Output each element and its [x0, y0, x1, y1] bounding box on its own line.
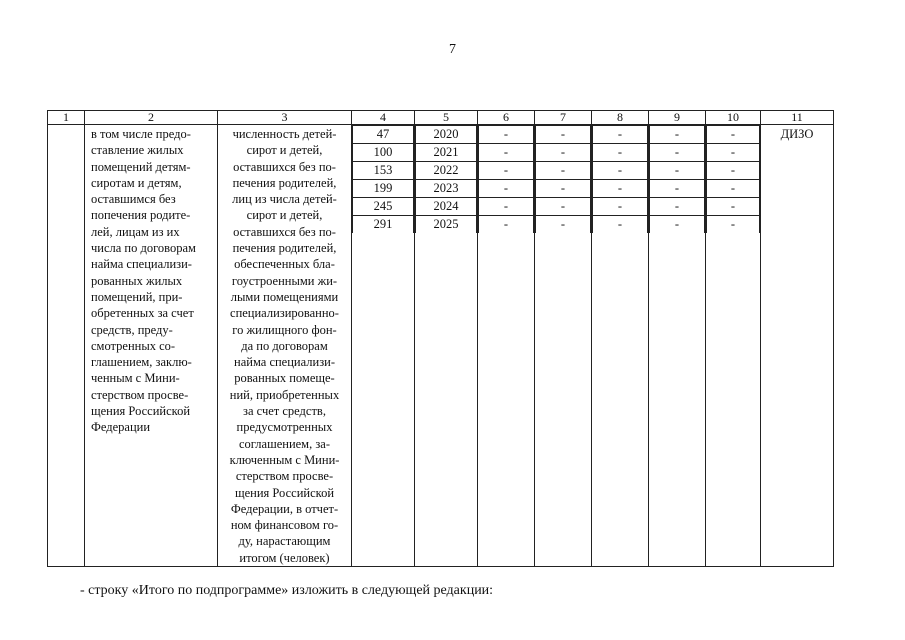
col6-cell: [478, 125, 535, 567]
text-line: оставшимся без: [91, 192, 176, 207]
text-line: помещений, при-: [91, 289, 183, 304]
value-entry: -: [707, 162, 760, 180]
value-entry: 2021: [416, 144, 477, 162]
text-line: печения родителей,: [232, 175, 337, 190]
text-line: гоустроенными жи-: [231, 273, 338, 288]
text-line: обеспеченных бла-: [234, 257, 335, 272]
table-row: [48, 125, 834, 567]
value-entry: 2024: [416, 198, 477, 216]
value-entry: -: [707, 144, 760, 162]
text-line: за счет средств,: [243, 404, 326, 419]
value-entry: 153: [353, 162, 414, 180]
header-cell-5: 5: [415, 111, 478, 125]
value-entry: -: [536, 198, 591, 216]
text-line: смотренных со-: [91, 338, 176, 353]
value-entry: -: [536, 162, 591, 180]
header-row: [48, 111, 834, 125]
value-entry: 291: [353, 216, 414, 234]
year-values: [649, 125, 705, 233]
value-entry: -: [650, 216, 705, 234]
text-line: стерством просве-: [235, 469, 334, 484]
header-cell-10: 10: [706, 111, 761, 125]
text-line: средств, преду-: [91, 322, 173, 337]
value-entry: -: [593, 198, 648, 216]
value-cell: [352, 125, 415, 567]
value-entry: -: [479, 162, 534, 180]
year-cell: [415, 125, 478, 567]
header-cell-1: 1: [48, 111, 85, 125]
page-number: 7: [449, 42, 456, 57]
year-values: [478, 125, 534, 233]
value-entry: -: [479, 216, 534, 234]
value-entry: 2025: [416, 216, 477, 234]
value-entry: 199: [353, 180, 414, 198]
text-line: оставшихся без по-: [233, 159, 336, 174]
text-line: ключенным с Мини-: [229, 452, 340, 467]
year-values: [352, 125, 414, 233]
text-line: сиротам и детям,: [91, 175, 182, 190]
text-line: щения Российской: [234, 485, 335, 500]
value-entry: -: [536, 180, 591, 198]
value-entry: -: [536, 144, 591, 162]
text-line: лиц из числа детей-: [232, 192, 337, 207]
text-line: найма специализи-: [91, 257, 192, 272]
text-line: рованных жилых: [91, 273, 183, 288]
text-line: в том числе предо-: [91, 127, 191, 141]
executor-cell: ДИЗО: [761, 125, 834, 567]
text-line: ставление жилых: [91, 143, 184, 158]
text-line: Федерации, в отчет-: [230, 501, 339, 516]
text-line: ний, приобретенных: [229, 387, 340, 402]
col8-cell: [592, 125, 649, 567]
value-entry: -: [650, 162, 705, 180]
text-line: печения родителей,: [232, 241, 337, 256]
footer-note: - строку «Итого по подпрограмме» изложить в следующей редакции:: [80, 583, 494, 598]
text-line: обретенных за счет: [91, 306, 194, 321]
text-line: лей, лицам из их: [91, 224, 180, 239]
text-line: сирот и детей,: [246, 143, 323, 158]
col9-cell: [649, 125, 706, 567]
text-line: численность детей-: [232, 127, 337, 141]
value-entry: 100: [353, 144, 414, 162]
text-line: глашением, заклю-: [91, 355, 192, 370]
value-entry: -: [593, 144, 648, 162]
text-line: щения Российской: [91, 404, 191, 419]
value-entry: -: [479, 198, 534, 216]
indicator-description-cell: [218, 125, 352, 567]
text-line: сирот и детей,: [246, 208, 323, 223]
year-values: [535, 125, 591, 233]
header-cell-4: 4: [352, 111, 415, 125]
value-entry: -: [593, 180, 648, 198]
value-entry: 245: [353, 198, 414, 216]
value-entry: -: [479, 144, 534, 162]
col10-cell: [706, 125, 761, 567]
value-entry: -: [707, 216, 760, 234]
header-cell-2: 2: [85, 111, 218, 125]
year-values: [592, 125, 648, 233]
header-cell-3: 3: [218, 111, 352, 125]
text-line: ченным с Мини-: [91, 371, 180, 386]
value-entry: -: [593, 216, 648, 234]
text-line: стерством просве-: [91, 387, 189, 402]
text-line: ду, нарастающим: [238, 534, 331, 549]
text-line: лыми помещениями: [230, 289, 339, 304]
value-entry: -: [536, 126, 591, 144]
value-entry: 2023: [416, 180, 477, 198]
value-entry: -: [650, 126, 705, 144]
header-cell-6: 6: [478, 111, 535, 125]
value-entry: -: [707, 126, 760, 144]
activity-description-cell: [85, 125, 218, 567]
value-entry: -: [479, 180, 534, 198]
text-line: помещений детям-: [91, 159, 191, 174]
text-line: оставшихся без по-: [233, 224, 336, 239]
value-entry: -: [593, 126, 648, 144]
row-number-cell: [48, 125, 85, 567]
col7-cell: [535, 125, 592, 567]
text-line: Федерации: [91, 420, 151, 435]
value-entry: -: [593, 162, 648, 180]
value-entry: -: [650, 144, 705, 162]
text-line: предусмотренных: [236, 420, 333, 435]
text-line: ном финансовом го-: [230, 518, 339, 533]
value-entry: -: [707, 198, 760, 216]
text-line: числа по договорам: [91, 241, 196, 256]
text-line: специализированно-: [230, 306, 339, 321]
text-line: го жилищного фон-: [232, 322, 337, 337]
text-line: соглашением, за-: [239, 436, 330, 451]
value-entry: 47: [353, 126, 414, 144]
value-entry: 2020: [416, 126, 477, 144]
year-values: [415, 125, 477, 233]
program-table: [47, 110, 834, 567]
text-line: найма специализи-: [234, 355, 335, 370]
header-cell-9: 9: [649, 111, 706, 125]
header-cell-7: 7: [535, 111, 592, 125]
text-line: итогом (человек): [239, 550, 330, 565]
year-values: [706, 125, 760, 233]
value-entry: -: [479, 126, 534, 144]
text-line: рованных помеще-: [234, 371, 335, 386]
value-entry: -: [650, 198, 705, 216]
header-cell-8: 8: [592, 111, 649, 125]
text-line: да по договорам: [241, 338, 328, 353]
value-entry: 2022: [416, 162, 477, 180]
value-entry: -: [650, 180, 705, 198]
text-line: попечения родите-: [91, 208, 191, 223]
value-entry: -: [707, 180, 760, 198]
header-cell-11: 11: [761, 111, 834, 125]
value-entry: -: [536, 216, 591, 234]
